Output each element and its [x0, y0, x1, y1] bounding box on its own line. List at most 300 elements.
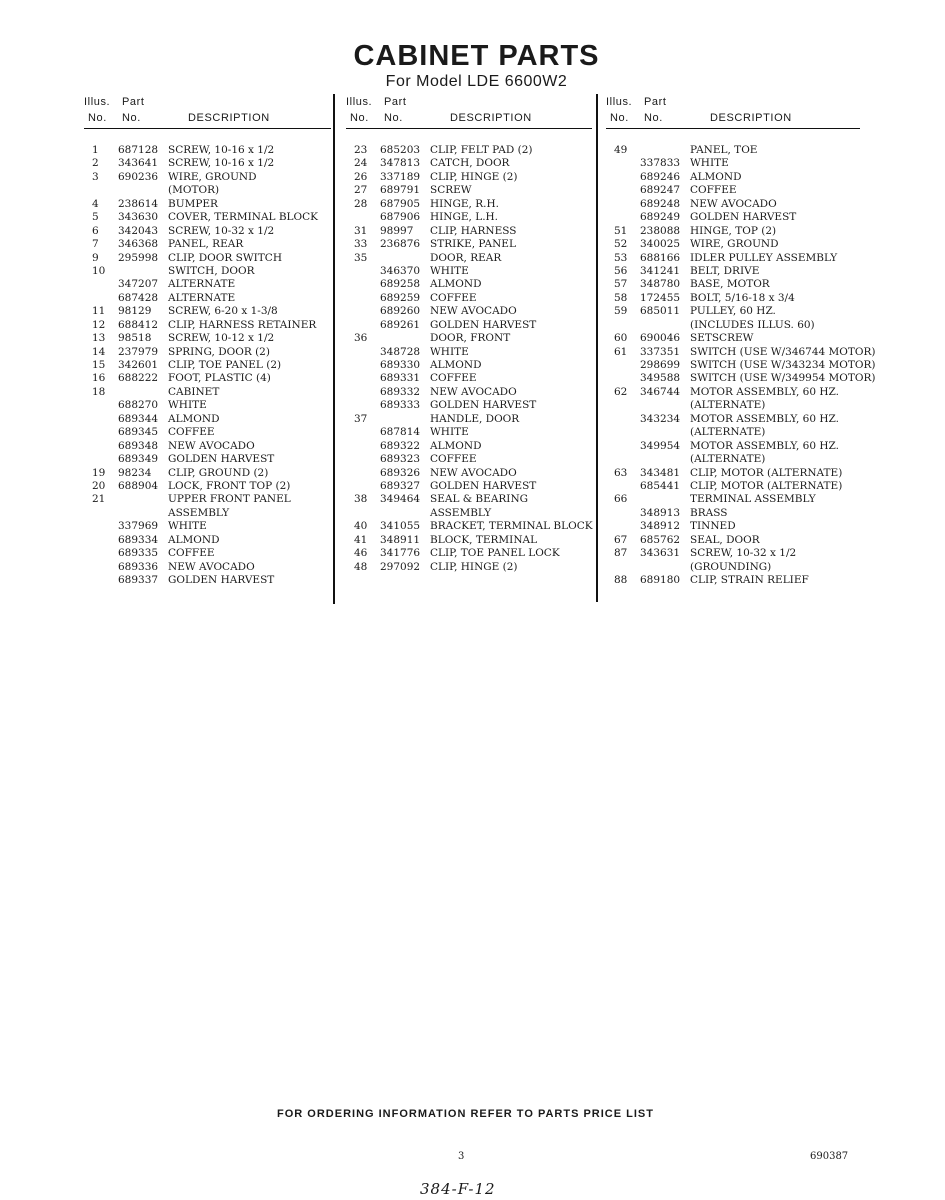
part-number: 689349: [118, 453, 159, 466]
table-row: [606, 238, 860, 251]
part-description: SPRING, DOOR (2): [168, 345, 270, 358]
illus-number: 53: [614, 251, 628, 264]
illus-number: 35: [354, 251, 368, 264]
part-description: PANEL, REAR: [168, 238, 244, 251]
part-number: 689333: [380, 399, 421, 412]
part-description: SWITCH (USE W/343234 MOTOR): [690, 359, 876, 371]
header-illus: Illus.: [606, 96, 633, 108]
part-description: BASE, MOTOR: [690, 278, 770, 291]
part-number: 689261: [380, 318, 421, 331]
part-description: (INCLUDES ILLUS. 60): [690, 318, 815, 331]
table-row: [346, 467, 592, 480]
header-illus: Illus.: [84, 96, 111, 108]
table-row: [346, 252, 592, 265]
part-number: 347207: [118, 278, 159, 291]
table-row: [346, 507, 592, 520]
table-row: [346, 372, 592, 385]
illus-number: 13: [92, 332, 106, 345]
part-description: HINGE, TOP (2): [690, 224, 777, 237]
column-header: [346, 94, 592, 128]
table-row: [84, 144, 331, 157]
table-row: [346, 278, 592, 291]
part-description: ALTERNATE: [168, 291, 236, 304]
part-number: 346370: [380, 264, 421, 277]
part-description: CLIP, HARNESS RETAINER: [168, 318, 317, 331]
part-description: SCREW, 10-16 x 1/2: [168, 157, 275, 170]
part-description: (GROUNDING): [690, 560, 772, 573]
illus-number: 11: [92, 305, 106, 318]
table-row: [84, 413, 331, 426]
part-description: ALMOND: [168, 412, 220, 425]
part-number: 98997: [380, 224, 414, 237]
part-number: 689334: [118, 533, 159, 546]
table-row: [606, 225, 860, 238]
part-description: SWITCH (USE W/349954 MOTOR): [690, 372, 876, 385]
part-number: 348912: [640, 520, 681, 533]
table-row: [346, 184, 592, 197]
table-row: [346, 426, 592, 439]
part-number: 689327: [380, 479, 421, 492]
part-description: PULLEY, 60 HZ.: [690, 305, 776, 318]
table-row: [84, 198, 331, 211]
table-row: [606, 520, 860, 533]
parts-list: [606, 144, 876, 587]
part-description: GOLDEN HARVEST: [430, 399, 537, 412]
table-row: [346, 547, 592, 560]
illus-number: 15: [92, 359, 106, 371]
illus-number: 38: [354, 493, 368, 506]
table-row: [346, 399, 592, 412]
part-description: TINNED: [690, 520, 736, 533]
part-description: HANDLE, DOOR: [430, 412, 520, 425]
illus-number: 14: [92, 345, 106, 358]
part-description: DOOR, FRONT: [430, 332, 511, 345]
part-number: 689331: [380, 372, 421, 385]
table-row: [606, 157, 860, 170]
part-description: HINGE, L.H.: [430, 211, 499, 224]
part-number: 685441: [640, 479, 681, 492]
part-number: 341776: [380, 547, 421, 560]
part-number: 685011: [640, 305, 681, 318]
part-description: ASSEMBLY: [430, 506, 492, 519]
part-number: 340025: [640, 238, 681, 251]
part-description: (MOTOR): [168, 184, 220, 197]
table-row: [346, 144, 592, 157]
part-number: 348911: [380, 533, 421, 546]
table-row: [346, 386, 592, 399]
table-row: [84, 507, 331, 520]
part-description: COFFEE: [430, 453, 477, 466]
part-description: CLIP, TOE PANEL (2): [168, 359, 282, 371]
table-row: [84, 534, 331, 547]
part-number: 690046: [640, 332, 681, 345]
table-row: [346, 440, 592, 453]
table-row: [606, 252, 860, 265]
table-row: [84, 184, 331, 197]
parts-column-3: [606, 94, 876, 587]
part-description: WHITE: [430, 345, 469, 358]
part-description: NEW AVOCADO: [690, 197, 777, 210]
part-description: BUMPER: [168, 197, 218, 210]
table-row: [346, 238, 592, 251]
table-row: [346, 305, 592, 318]
header-part: Part: [644, 96, 667, 108]
illus-number: 61: [614, 345, 628, 358]
part-number: 687128: [118, 144, 159, 156]
table-row: [84, 480, 331, 493]
table-row: [84, 171, 331, 184]
part-number: 689247: [640, 184, 681, 197]
table-row: [84, 346, 331, 359]
part-description: BRASS: [690, 506, 728, 519]
table-row: [84, 305, 331, 318]
part-description: SWITCH (USE W/346744 MOTOR): [690, 345, 876, 358]
part-description: SCREW, 10-32 x 1/2: [168, 224, 275, 237]
part-description: CLIP, HARNESS: [430, 224, 517, 237]
table-row: [606, 372, 876, 385]
ordering-info-footer: FOR ORDERING INFORMATION REFER TO PARTS PRICE LIST: [277, 1108, 654, 1120]
part-description: FOOT, PLASTIC (4): [168, 372, 271, 385]
part-description: MOTOR ASSEMBLY, 60 HZ.: [690, 385, 839, 398]
table-row: [84, 332, 331, 345]
part-description: TERMINAL ASSEMBLY: [690, 493, 816, 506]
header-part-no: No.: [384, 112, 403, 124]
part-number: 346744: [640, 385, 681, 398]
part-description: ALMOND: [168, 533, 220, 546]
part-description: WHITE: [168, 399, 207, 412]
part-number: 348728: [380, 345, 421, 358]
part-description: MOTOR ASSEMBLY, 60 HZ.: [690, 412, 839, 425]
illus-number: 37: [354, 412, 368, 425]
illus-number: 52: [614, 238, 628, 251]
part-description: NEW AVOCADO: [430, 305, 517, 318]
illus-number: 27: [354, 184, 368, 197]
illus-number: 57: [614, 278, 628, 291]
table-row: [84, 252, 331, 265]
illus-number: 87: [614, 547, 628, 560]
illus-number: 31: [354, 224, 368, 237]
part-description: CLIP, TOE PANEL LOCK: [430, 547, 560, 560]
table-row: [84, 399, 331, 412]
part-number: 688904: [118, 479, 159, 492]
part-number: 98234: [118, 466, 152, 479]
page-subtitle: For Model LDE 6600W2: [385, 73, 568, 90]
part-number: 341055: [380, 520, 421, 533]
header-part-no: No.: [644, 112, 663, 124]
table-row: [84, 493, 331, 506]
part-description: MOTOR ASSEMBLY, 60 HZ.: [690, 439, 839, 452]
part-number: 346368: [118, 238, 159, 251]
part-number: 685203: [380, 144, 421, 156]
part-description: NEW AVOCADO: [430, 385, 517, 398]
table-row: [84, 440, 331, 453]
column-divider: [596, 94, 598, 602]
illus-number: 18: [92, 385, 106, 398]
part-description: GOLDEN HARVEST: [168, 574, 275, 586]
header-description: DESCRIPTION: [710, 112, 792, 124]
part-number: 343641: [118, 157, 159, 170]
part-number: 689336: [118, 560, 159, 573]
parts-list: [346, 144, 592, 574]
part-number: 685762: [640, 533, 681, 546]
part-number: 98129: [118, 305, 152, 318]
header-description: DESCRIPTION: [450, 112, 532, 124]
illus-number: 16: [92, 372, 106, 385]
part-description: HINGE, R.H.: [430, 197, 499, 210]
illus-number: 4: [92, 197, 99, 210]
part-number: 689332: [380, 385, 421, 398]
part-number: 238614: [118, 197, 159, 210]
header-part: Part: [122, 96, 145, 108]
table-row: [606, 561, 860, 574]
part-description: CLIP, STRAIN RELIEF: [690, 574, 809, 586]
part-description: CLIP, FELT PAD (2): [430, 144, 533, 156]
part-number: 298699: [640, 359, 681, 371]
part-number: 337969: [118, 520, 159, 533]
part-description: GOLDEN HARVEST: [430, 479, 537, 492]
part-description: ALMOND: [430, 359, 482, 371]
part-number: 689348: [118, 439, 159, 452]
table-row: [606, 265, 860, 278]
illus-number: 56: [614, 264, 628, 277]
table-row: [84, 547, 331, 560]
part-number: 341241: [640, 264, 681, 277]
illus-number: 21: [92, 493, 106, 506]
part-number: 342601: [118, 359, 159, 371]
part-description: CLIP, MOTOR (ALTERNATE): [690, 479, 843, 492]
table-row: [606, 144, 860, 157]
part-number: 689246: [640, 170, 681, 183]
part-number: 689248: [640, 197, 681, 210]
table-row: [84, 561, 331, 574]
illus-number: 66: [614, 493, 628, 506]
illus-number: 6: [92, 224, 99, 237]
table-row: [606, 332, 860, 345]
illus-number: 23: [354, 144, 368, 156]
part-description: COFFEE: [690, 184, 737, 197]
part-number: 295998: [118, 251, 159, 264]
illus-number: 12: [92, 318, 106, 331]
part-description: BRACKET, TERMINAL BLOCK: [430, 520, 593, 533]
part-number: 337833: [640, 157, 681, 170]
table-row: [346, 292, 592, 305]
part-number: 337189: [380, 170, 421, 183]
table-row: [346, 346, 592, 359]
part-description: SEAL, DOOR: [690, 533, 760, 546]
part-description: CABINET: [168, 385, 220, 398]
table-row: [606, 278, 860, 291]
part-number: 689258: [380, 278, 421, 291]
table-row: [346, 480, 592, 493]
part-description: SETSCREW: [690, 332, 754, 345]
part-number: 687906: [380, 211, 421, 224]
part-description: ALMOND: [430, 278, 482, 291]
part-number: 689345: [118, 426, 159, 439]
column-divider: [333, 94, 335, 604]
part-number: 689323: [380, 453, 421, 466]
part-number: 689180: [640, 574, 681, 586]
part-description: SCREW, 10-16 x 1/2: [168, 144, 275, 156]
part-number: 238088: [640, 224, 681, 237]
part-number: 689326: [380, 466, 421, 479]
table-row: [84, 292, 331, 305]
part-number: 236876: [380, 238, 421, 251]
parts-list: [84, 144, 331, 587]
part-description: WHITE: [168, 520, 207, 533]
part-description: WIRE, GROUND: [690, 238, 779, 251]
part-description: BLOCK, TERMINAL: [430, 533, 538, 546]
header-description: DESCRIPTION: [188, 112, 270, 124]
header-illus-no: No.: [88, 112, 107, 124]
part-number: 689791: [380, 184, 421, 197]
part-description: SCREW: [430, 184, 472, 197]
table-row: [84, 453, 331, 466]
part-description: ALMOND: [430, 439, 482, 452]
page-number: 3: [458, 1151, 465, 1162]
part-description: SCREW, 10-12 x 1/2: [168, 332, 275, 345]
table-row: [606, 547, 860, 560]
table-row: [606, 440, 860, 453]
part-description: ALMOND: [690, 170, 742, 183]
table-row: [84, 225, 331, 238]
part-number: 687905: [380, 197, 421, 210]
illus-number: 51: [614, 224, 628, 237]
table-row: [606, 305, 860, 318]
table-row: [606, 292, 860, 305]
table-row: [346, 211, 592, 224]
part-description: GOLDEN HARVEST: [690, 211, 797, 224]
part-description: CLIP, HINGE (2): [430, 170, 518, 183]
part-description: LOCK, FRONT TOP (2): [168, 479, 291, 492]
illus-number: 58: [614, 291, 628, 304]
part-number: 689249: [640, 211, 681, 224]
header-part-no: No.: [122, 112, 141, 124]
table-row: [346, 332, 592, 345]
table-row: [346, 359, 592, 372]
table-row: [606, 386, 860, 399]
illus-number: 48: [354, 560, 368, 573]
part-description: COFFEE: [430, 291, 477, 304]
parts-column-2: [346, 94, 592, 574]
table-row: [346, 171, 592, 184]
header-rule: [606, 128, 860, 129]
part-description: NEW AVOCADO: [168, 560, 255, 573]
illus-number: 5: [92, 211, 99, 224]
parts-column-1: [84, 94, 331, 587]
table-row: [346, 198, 592, 211]
table-row: [606, 399, 860, 412]
handwritten-note: 384-F-12: [420, 1180, 496, 1198]
header-illus-no: No.: [610, 112, 629, 124]
table-row: [346, 453, 592, 466]
part-description: (ALTERNATE): [690, 453, 766, 466]
table-row: [606, 211, 860, 224]
table-row: [346, 413, 592, 426]
illus-number: 40: [354, 520, 368, 533]
header-rule: [84, 128, 331, 129]
table-row: [84, 372, 331, 385]
illus-number: 67: [614, 533, 628, 546]
table-row: [606, 198, 860, 211]
part-number: 689322: [380, 439, 421, 452]
table-row: [84, 157, 331, 170]
table-row: [84, 467, 331, 480]
part-number: 688166: [640, 251, 681, 264]
table-row: [84, 574, 331, 587]
part-description: NEW AVOCADO: [430, 466, 517, 479]
part-description: SWITCH, DOOR: [168, 264, 255, 277]
table-row: [606, 453, 860, 466]
table-row: [606, 171, 860, 184]
illus-number: 49: [614, 144, 628, 156]
part-number: 172455: [640, 291, 681, 304]
table-row: [346, 561, 592, 574]
table-row: [84, 359, 331, 372]
part-number: 348913: [640, 506, 681, 519]
illus-number: 28: [354, 197, 368, 210]
part-description: CLIP, HINGE (2): [430, 560, 518, 573]
part-number: 343481: [640, 466, 681, 479]
part-number: 689337: [118, 574, 159, 586]
part-description: COFFEE: [168, 547, 215, 560]
column-header: [606, 94, 860, 128]
table-row: [606, 480, 860, 493]
part-number: 687814: [380, 426, 421, 439]
illus-number: 9: [92, 251, 99, 264]
part-number: 687428: [118, 291, 159, 304]
part-description: BOLT, 5/16-18 x 3/4: [690, 291, 795, 304]
illus-number: 19: [92, 466, 106, 479]
part-description: BELT, DRIVE: [690, 264, 760, 277]
part-number: 237979: [118, 345, 159, 358]
illus-number: 41: [354, 533, 368, 546]
illus-number: 10: [92, 264, 106, 277]
part-description: WIRE, GROUND: [168, 170, 257, 183]
illus-number: 62: [614, 385, 628, 398]
part-description: WHITE: [430, 264, 469, 277]
part-description: WHITE: [690, 157, 729, 170]
header-part: Part: [384, 96, 407, 108]
table-row: [84, 278, 331, 291]
part-number: 343631: [640, 547, 681, 560]
part-description: WHITE: [430, 426, 469, 439]
part-number: 349954: [640, 439, 681, 452]
part-description: CATCH, DOOR: [430, 157, 510, 170]
table-row: [606, 493, 860, 506]
table-row: [84, 238, 331, 251]
part-number: 689260: [380, 305, 421, 318]
table-row: [606, 319, 860, 332]
table-row: [346, 534, 592, 547]
part-description: CLIP, GROUND (2): [168, 466, 269, 479]
illus-number: 2: [92, 157, 99, 170]
part-number: 349588: [640, 372, 681, 385]
illus-number: 88: [614, 574, 628, 586]
part-description: (ALTERNATE): [690, 426, 766, 439]
table-row: [606, 184, 860, 197]
part-description: COFFEE: [430, 372, 477, 385]
part-description: GOLDEN HARVEST: [168, 453, 275, 466]
part-number: 690236: [118, 170, 159, 183]
page-title: CABINET PARTS: [353, 40, 600, 72]
part-description: (ALTERNATE): [690, 399, 766, 412]
part-description: SCREW, 6-20 x 1-3/8: [168, 305, 278, 318]
part-number: 337351: [640, 345, 681, 358]
part-description: UPPER FRONT PANEL: [168, 493, 291, 506]
part-description: SEAL & BEARING: [430, 493, 529, 506]
part-description: DOOR, REAR: [430, 251, 502, 264]
part-number: 349464: [380, 493, 421, 506]
